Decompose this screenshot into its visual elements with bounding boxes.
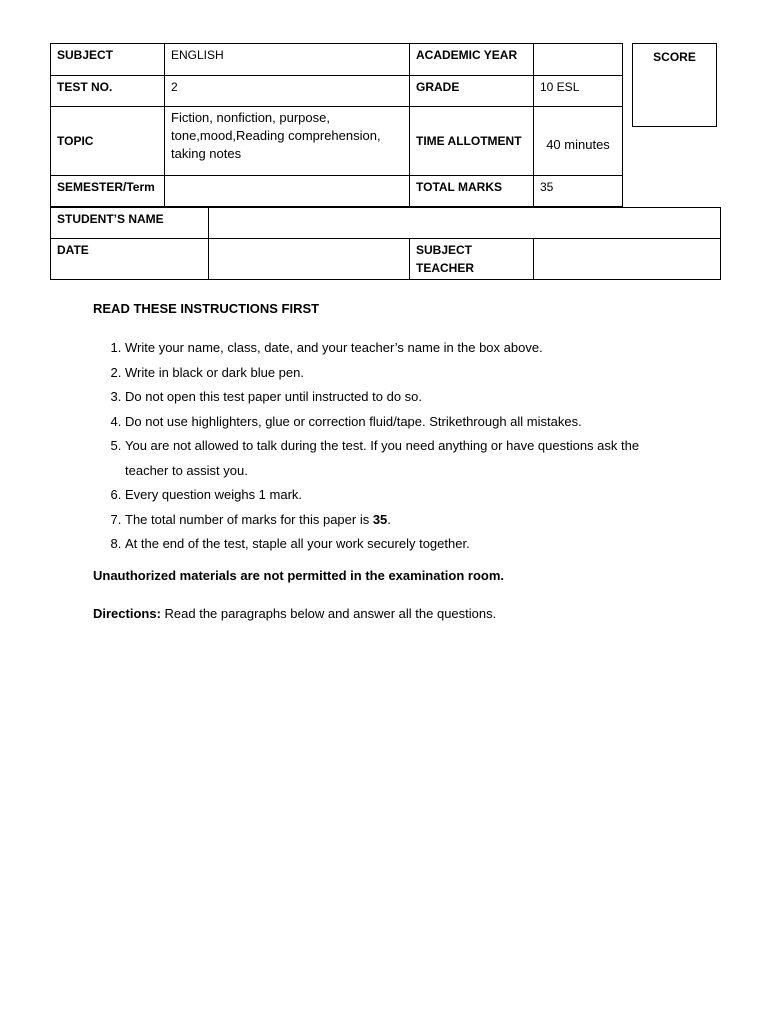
date-field[interactable] bbox=[209, 239, 410, 280]
student-name-label: STUDENT’S NAME bbox=[51, 208, 209, 239]
test-no-label: TEST NO. bbox=[51, 76, 165, 107]
topic-value: Fiction, nonfiction, purpose, tone,mood,Reading comprehension, taking notes bbox=[165, 107, 410, 176]
total-marks-text: The total number of marks for this paper is bbox=[125, 511, 373, 527]
total-marks-label: TOTAL MARKS bbox=[410, 176, 534, 207]
subject-value: ENGLISH bbox=[165, 44, 410, 76]
instructions-heading: READ THESE INSTRUCTIONS FIRST bbox=[93, 301, 320, 316]
directions-label: Directions: bbox=[93, 605, 161, 621]
date-label: DATE bbox=[51, 239, 209, 280]
academic-year-label: ACADEMIC YEAR bbox=[410, 44, 534, 76]
instruction-item: 3. Do not open this test paper until instructed to do so. bbox=[125, 385, 693, 410]
subject-teacher-field[interactable] bbox=[534, 239, 721, 280]
semester-label: SEMESTER/Term bbox=[51, 176, 165, 207]
instruction-item: 6. Every question weighs 1 mark. bbox=[125, 483, 693, 508]
test-no-value: 2 bbox=[165, 76, 410, 107]
total-marks-period: . bbox=[387, 511, 391, 527]
student-name-field[interactable] bbox=[209, 208, 721, 239]
instruction-item-total-marks bbox=[125, 508, 693, 533]
academic-year-value bbox=[534, 44, 623, 76]
time-allotment-value: 40 minutes bbox=[534, 107, 623, 176]
instructions-section bbox=[93, 300, 693, 623]
instruction-item: 1. Write your name, class, date, and your teacher’s name in the box above. bbox=[125, 336, 693, 361]
subject-label: SUBJECT bbox=[51, 44, 165, 76]
directions-line bbox=[93, 605, 693, 623]
instruction-item: 5. You are not allowed to talk during the test. If you need anything or have questions ask the teacher to assist you. bbox=[125, 434, 645, 483]
total-marks-value: 35 bbox=[534, 176, 623, 207]
student-info-table bbox=[50, 207, 721, 280]
semester-value bbox=[165, 176, 410, 207]
instruction-item: 2. Write in black or dark blue pen. bbox=[125, 361, 693, 386]
grade-value: 10 ESL bbox=[534, 76, 623, 107]
total-marks-number: 35 bbox=[372, 511, 388, 527]
test-info-table bbox=[50, 43, 623, 207]
score-box bbox=[632, 43, 717, 127]
instruction-item: 4. Do not use highlighters, glue or correction fluid/tape. Strikethrough all mistakes. bbox=[125, 410, 693, 435]
unauthorized-materials-warning: Unauthorized materials are not permitted in the examination room. bbox=[93, 567, 505, 583]
topic-label: TOPIC bbox=[51, 107, 165, 176]
instructions-list bbox=[93, 336, 693, 557]
instruction-item: 8. At the end of the test, staple all your work securely together. bbox=[125, 532, 693, 557]
time-allotment-label: TIME ALLOTMENT bbox=[410, 107, 534, 176]
directions-text: Read the paragraphs below and answer all the questions. bbox=[160, 605, 497, 621]
subject-teacher-label: SUBJECT TEACHER bbox=[410, 239, 534, 280]
score-label: SCORE bbox=[653, 50, 696, 64]
grade-label: GRADE bbox=[410, 76, 534, 107]
